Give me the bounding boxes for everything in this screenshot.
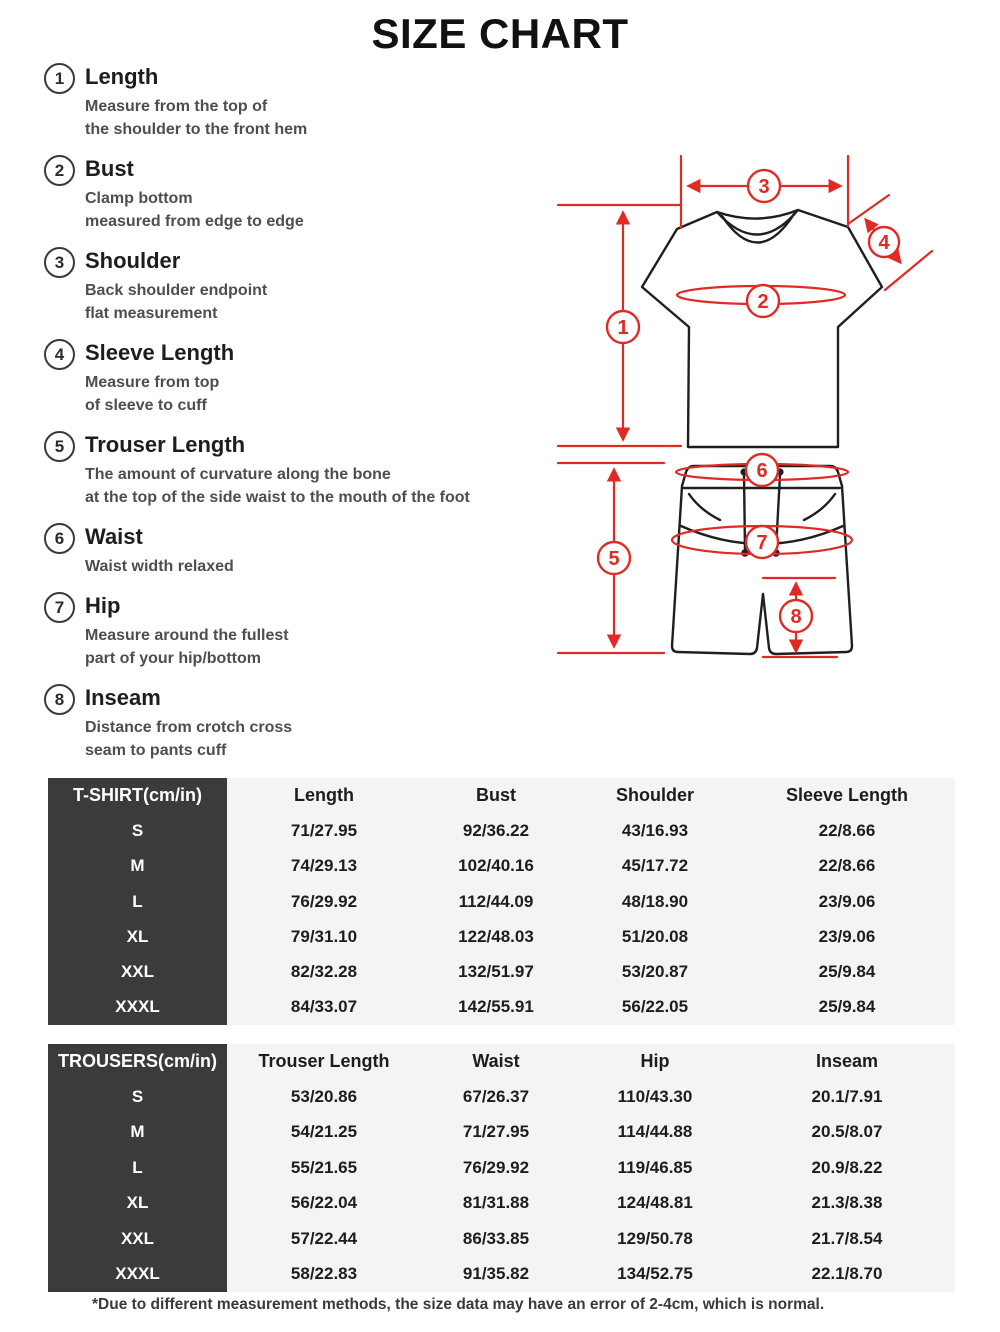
table-cell: 142/55.91 xyxy=(421,990,571,1025)
callout-2 xyxy=(747,285,779,317)
table-cell: 124/48.81 xyxy=(571,1186,739,1221)
size-label: L xyxy=(48,884,227,919)
svg-text:7: 7 xyxy=(756,532,768,554)
table-cell: 48/18.90 xyxy=(571,884,739,919)
column-header-sleeve-length: Sleeve Length xyxy=(739,778,955,813)
svg-text:4: 4 xyxy=(878,232,890,254)
measurement-description: Back shoulder endpoint flat measurement xyxy=(85,282,268,322)
table-cell: 132/51.97 xyxy=(421,954,571,989)
measurement-description: Measure from the top of the shoulder to the front hem xyxy=(85,98,308,138)
measurement-name: Shoulder xyxy=(85,248,181,273)
callout-6 xyxy=(746,454,778,486)
callout-3 xyxy=(748,170,780,202)
size-label: XXXL xyxy=(48,1256,227,1291)
table-cell: 82/32.28 xyxy=(227,954,421,989)
size-label: M xyxy=(48,849,227,884)
callout-1 xyxy=(607,311,639,343)
size-label: XXL xyxy=(48,1221,227,1256)
trousers-table-title: TROUSERS(cm/in) xyxy=(48,1044,227,1079)
tshirt-outline xyxy=(642,210,882,447)
measurement-description: Clamp bottom measured from edge to edge xyxy=(85,190,304,230)
measurement-name: Hip xyxy=(85,593,121,618)
table-cell: 67/26.37 xyxy=(421,1079,571,1114)
table-cell: 110/43.30 xyxy=(571,1079,739,1114)
table-cell: 22/8.66 xyxy=(739,849,955,884)
measurement-item-hip xyxy=(44,591,564,670)
table-cell: 134/52.75 xyxy=(571,1256,739,1291)
size-label: L xyxy=(48,1150,227,1185)
table-cell: 79/31.10 xyxy=(227,919,421,954)
table-cell: 71/27.95 xyxy=(227,813,421,848)
svg-text:2: 2 xyxy=(757,291,769,313)
table-cell: 76/29.92 xyxy=(227,884,421,919)
column-header-bust: Bust xyxy=(421,778,571,813)
size-label: S xyxy=(48,813,227,848)
svg-text:1: 1 xyxy=(617,317,629,339)
table-cell: 114/44.88 xyxy=(571,1115,739,1150)
measurement-name: Length xyxy=(85,64,159,89)
measurement-description: Measure from top of sleeve to cuff xyxy=(85,374,220,414)
svg-text:5: 5 xyxy=(608,548,620,570)
table-cell: 91/35.82 xyxy=(421,1256,571,1291)
table-cell: 112/44.09 xyxy=(421,884,571,919)
page-title: SIZE CHART xyxy=(371,10,629,57)
table-cell: 51/20.08 xyxy=(571,919,739,954)
table-cell: 84/33.07 xyxy=(227,990,421,1025)
table-cell: 129/50.78 xyxy=(571,1221,739,1256)
callout-5 xyxy=(598,542,630,574)
column-header-hip: Hip xyxy=(571,1044,739,1079)
measurement-name: Inseam xyxy=(85,685,161,710)
measurement-description: Waist width relaxed xyxy=(85,558,234,575)
measurement-item-length xyxy=(44,62,564,141)
measurement-name: Bust xyxy=(85,156,134,181)
size-label: M xyxy=(48,1115,227,1150)
number-badge-2: 2 xyxy=(44,155,75,186)
column-header-length: Length xyxy=(227,778,421,813)
measurement-name: Sleeve Length xyxy=(85,340,235,365)
table-cell: 74/29.13 xyxy=(227,849,421,884)
table-cell: 25/9.84 xyxy=(739,990,955,1025)
measurement-name: Waist xyxy=(85,524,143,549)
svg-text:6: 6 xyxy=(756,460,768,482)
table-cell: 57/22.44 xyxy=(227,1221,421,1256)
table-cell: 21.3/8.38 xyxy=(739,1186,955,1221)
measurement-error-note: *Due to different measurement methods, the size data may have an error of 2-4cm, which is normal. xyxy=(92,1296,825,1313)
table-cell: 20.9/8.22 xyxy=(739,1150,955,1185)
size-label: XL xyxy=(48,919,227,954)
table-cell: 56/22.05 xyxy=(571,990,739,1025)
table-cell: 23/9.06 xyxy=(739,884,955,919)
table-cell: 76/29.92 xyxy=(421,1150,571,1185)
table-cell: 22.1/8.70 xyxy=(739,1256,955,1291)
number-badge-5: 5 xyxy=(44,431,75,462)
number-badge-3: 3 xyxy=(44,247,75,278)
size-label: XXXL xyxy=(48,990,227,1025)
table-cell: 58/22.83 xyxy=(227,1256,421,1291)
table-cell: 22/8.66 xyxy=(739,813,955,848)
table-cell: 21.7/8.54 xyxy=(739,1221,955,1256)
tshirt-size-table xyxy=(48,778,955,1025)
column-header-inseam: Inseam xyxy=(739,1044,955,1079)
table-cell: 25/9.84 xyxy=(739,954,955,989)
table-cell: 122/48.03 xyxy=(421,919,571,954)
measurement-description: Distance from crotch cross seam to pants cuff xyxy=(85,719,293,759)
measurement-item-inseam xyxy=(44,683,564,762)
table-cell: 53/20.87 xyxy=(571,954,739,989)
table-cell: 71/27.95 xyxy=(421,1115,571,1150)
callout-7 xyxy=(746,526,778,558)
column-header-shoulder: Shoulder xyxy=(571,778,739,813)
trousers-size-table xyxy=(48,1044,955,1292)
number-badge-8: 8 xyxy=(44,684,75,715)
table-cell: 56/22.04 xyxy=(227,1186,421,1221)
table-cell: 20.5/8.07 xyxy=(739,1115,955,1150)
table-cell: 53/20.86 xyxy=(227,1079,421,1114)
number-badge-1: 1 xyxy=(44,63,75,94)
shorts-outline xyxy=(672,466,852,654)
table-cell: 92/36.22 xyxy=(421,813,571,848)
table-cell: 54/21.25 xyxy=(227,1115,421,1150)
measurement-item-bust xyxy=(44,154,564,233)
svg-text:3: 3 xyxy=(758,176,770,198)
measurement-item-trouser-length xyxy=(44,430,564,509)
callout-4 xyxy=(869,227,899,257)
column-header-trouser-length: Trouser Length xyxy=(227,1044,421,1079)
table-cell: 81/31.88 xyxy=(421,1186,571,1221)
table-cell: 43/16.93 xyxy=(571,813,739,848)
size-label: S xyxy=(48,1079,227,1114)
measurement-item-sleeve-length xyxy=(44,338,564,417)
table-cell: 45/17.72 xyxy=(571,849,739,884)
number-badge-6: 6 xyxy=(44,523,75,554)
measurement-description: Measure around the fullest part of your hip/bottom xyxy=(85,627,289,667)
table-cell: 119/46.85 xyxy=(571,1150,739,1185)
measurement-item-shoulder xyxy=(44,246,564,325)
tshirt-table-title: T-SHIRT(cm/in) xyxy=(48,778,227,813)
measurement-description: The amount of curvature along the bone at the top of the side waist to the mouth of the foot xyxy=(85,466,470,506)
number-badge-7: 7 xyxy=(44,592,75,623)
measurement-name: Trouser Length xyxy=(85,432,246,457)
table-cell: 86/33.85 xyxy=(421,1221,571,1256)
table-cell: 102/40.16 xyxy=(421,849,571,884)
number-badge-4: 4 xyxy=(44,339,75,370)
size-label: XL xyxy=(48,1186,227,1221)
table-cell: 55/21.65 xyxy=(227,1150,421,1185)
size-label: XXL xyxy=(48,954,227,989)
measurement-item-waist xyxy=(44,522,564,578)
table-cell: 23/9.06 xyxy=(739,919,955,954)
table-cell: 20.1/7.91 xyxy=(739,1079,955,1114)
svg-text:8: 8 xyxy=(790,606,802,628)
garment-measurement-diagram xyxy=(548,148,978,693)
measurement-list xyxy=(44,62,564,775)
callout-8 xyxy=(780,600,812,632)
column-header-waist: Waist xyxy=(421,1044,571,1079)
